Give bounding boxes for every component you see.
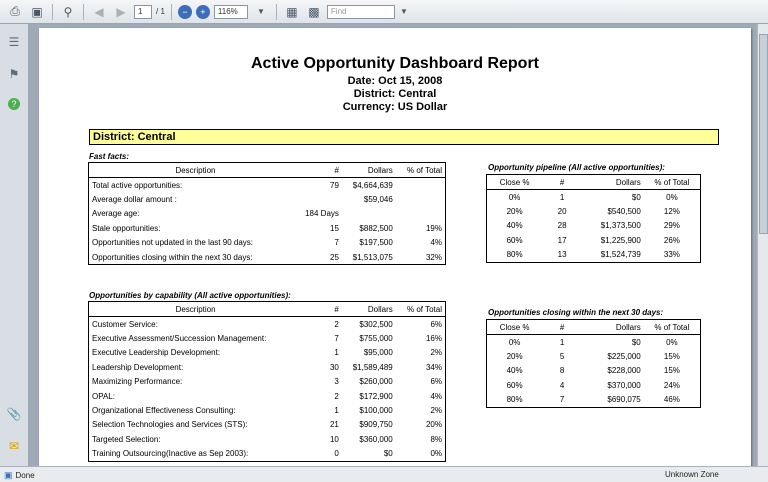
table-cell: 20 [557, 207, 567, 217]
table-cell: 4% [430, 391, 442, 401]
table-cell: 8 [559, 366, 565, 376]
table-cell: Opportunities closing within the next 30 days: [92, 252, 253, 262]
table-cell: $0 [631, 192, 641, 202]
page-number-input[interactable]: 1 [134, 5, 152, 19]
table-cell: 184 Days [305, 209, 339, 219]
table-cell [342, 207, 396, 221]
table-cell: $882,500 [359, 223, 393, 233]
document-area[interactable] [29, 24, 757, 466]
table-cell: 7 [334, 334, 339, 344]
table-cell: 60% [506, 380, 523, 390]
table-cell: 3 [334, 377, 339, 387]
table-cell: 15 [330, 223, 339, 233]
table-cell: Executive Leadership Development: [92, 348, 221, 358]
table-cell: $302,500 [359, 319, 393, 329]
table-row [487, 248, 701, 263]
table-row [487, 364, 701, 378]
column-header: Dollars [342, 302, 396, 317]
table-cell: 13 [557, 250, 567, 260]
column-header: # [302, 163, 342, 178]
table-cell: 1 [334, 348, 339, 358]
table-cell: Maximizing Performance: [92, 377, 183, 387]
fast-facts-title: Fast facts: [89, 152, 130, 161]
previous-page-icon[interactable]: ◀ [94, 4, 104, 19]
table-cell: 60% [506, 235, 523, 245]
table-cell: 6% [430, 377, 442, 387]
table-cell: 1 [334, 406, 339, 416]
save-icon[interactable]: ▣ [31, 4, 43, 19]
column-header: % of Total [644, 175, 701, 190]
toolbar-separator [83, 4, 84, 20]
table-cell: 0% [430, 449, 442, 459]
table-cell: $172,900 [359, 391, 393, 401]
table-cell: $0 [383, 449, 393, 459]
table-cell: $690,075 [607, 395, 641, 405]
report-title: Active Opportunity Dashboard Report [250, 55, 540, 72]
table-cell: 19% [425, 223, 442, 233]
table-cell [396, 207, 446, 221]
table-cell [302, 192, 342, 206]
table-row [89, 331, 446, 345]
fast-facts-table [88, 162, 446, 265]
table-cell: $0 [631, 337, 641, 347]
table-row [487, 378, 701, 392]
report-district: District: Central [353, 88, 437, 100]
column-header: Description [89, 163, 302, 178]
table-cell: Opportunities not updated in the last 90 days: [92, 238, 253, 248]
table-cell: 21 [329, 420, 339, 430]
table-cell: 25 [330, 252, 339, 262]
table-row [487, 219, 701, 233]
table-cell: 20% [506, 207, 523, 217]
table-header-row [487, 320, 701, 335]
table-cell: 1 [559, 192, 565, 202]
table-cell: 15% [663, 352, 680, 362]
column-header: Close % [487, 175, 543, 190]
table-header-row [89, 163, 446, 178]
table-cell: 80% [506, 250, 523, 260]
table-cell: 7 [559, 395, 565, 405]
table-cell: Average dollar amount : [92, 195, 177, 205]
chevron-down-icon[interactable]: ▼ [256, 7, 265, 16]
table-cell: 40% [506, 366, 523, 376]
capability-title: Opportunities by capability (All active opportunities): [89, 291, 291, 300]
table-row [487, 393, 701, 408]
table-cell: $228,000 [607, 366, 641, 376]
table-cell: 17 [557, 235, 567, 245]
pipeline-title: Opportunity pipeline (All active opportunities): [488, 163, 665, 172]
vertical-scrollbar[interactable] [757, 24, 768, 466]
table-cell: Stale opportunities: [92, 223, 161, 233]
column-header: Dollars [582, 175, 644, 190]
table-header-row [89, 302, 446, 317]
table-cell: 33% [663, 250, 680, 260]
table-cell: 20% [425, 420, 442, 430]
table-cell: $755,000 [359, 334, 393, 344]
toolbar-separator [52, 4, 53, 20]
table-cell: $1,513,075 [352, 252, 393, 262]
toolbar-separator [171, 4, 172, 20]
table-cell: $1,373,500 [600, 221, 641, 231]
table-row [487, 233, 701, 247]
toolbar [0, 0, 768, 24]
table-cell: Total active opportunities: [92, 180, 183, 190]
next-page-icon[interactable]: ▶ [116, 4, 126, 19]
table-cell: Average age: [92, 209, 140, 219]
pipeline-table [486, 174, 701, 263]
table-cell: 1 [559, 337, 565, 347]
table-row [89, 317, 446, 332]
table-cell: OPAL: [92, 391, 115, 401]
table-cell: $260,000 [359, 377, 393, 387]
table-cell: 0% [666, 192, 678, 202]
table-row [89, 250, 446, 265]
column-header: # [542, 320, 582, 335]
table-cell: $4,664,639 [352, 180, 393, 190]
page-done-icon: ▣ [4, 470, 13, 480]
column-header: Dollars [342, 163, 396, 178]
table-cell: 28 [557, 221, 567, 231]
table-cell: 4 [559, 380, 565, 390]
table-row [89, 236, 446, 250]
table-cell: 2% [430, 406, 442, 416]
pages-icon[interactable]: ☰ [8, 35, 20, 49]
table-cell: $95,000 [363, 348, 393, 358]
table-cell: 34% [425, 362, 442, 372]
table-cell: Organizational Effectiveness Consulting: [92, 406, 236, 416]
closing-title: Opportunities closing within the next 30 days: [488, 308, 664, 317]
table-cell: 0% [508, 192, 521, 202]
table-cell: 46% [663, 395, 680, 405]
table-cell: 0% [508, 337, 521, 347]
column-header: % of Total [396, 163, 446, 178]
table-row [487, 335, 701, 350]
zoom-in-icon[interactable]: + [196, 5, 210, 19]
table-cell: 26% [663, 235, 680, 245]
column-header: Dollars [582, 320, 644, 335]
table-cell: 8% [430, 434, 442, 444]
table-cell: 10 [329, 434, 339, 444]
table-cell: $1,589,489 [352, 362, 393, 372]
attachment-icon[interactable]: 📎 [6, 407, 22, 421]
column-header: # [542, 175, 582, 190]
table-row [89, 432, 446, 446]
column-header: % of Total [644, 320, 701, 335]
column-header: Description [89, 302, 303, 317]
table-row [487, 204, 701, 218]
column-header: # [302, 302, 342, 317]
table-cell: 29% [663, 221, 680, 231]
table-cell: Customer Service: [92, 319, 158, 329]
table-cell: 0% [666, 337, 678, 347]
table-row [487, 349, 701, 363]
table-cell: $197,500 [359, 238, 393, 248]
table-cell: 7 [334, 238, 339, 248]
table-cell: Targeted Selection: [92, 434, 161, 444]
fit-width-icon[interactable]: ▩ [308, 4, 320, 19]
report-page [39, 28, 751, 466]
scrollbar-thumb[interactable] [759, 34, 768, 234]
find-dropdown-icon[interactable]: ▼ [399, 7, 408, 16]
table-row [89, 346, 446, 360]
table-row [89, 418, 446, 432]
table-cell: $909,750 [359, 420, 393, 430]
table-cell: Executive Assessment/Succession Management: [92, 334, 267, 344]
table-cell: 2% [430, 348, 442, 358]
column-header: % of Total [396, 302, 446, 317]
table-cell: $100,000 [359, 406, 393, 416]
table-row [89, 178, 446, 193]
table-row [89, 403, 446, 417]
table-row [89, 360, 446, 374]
table-cell: 80% [506, 395, 523, 405]
district-header-bar: District: Central [89, 129, 719, 145]
zoom-select[interactable]: 116% [214, 5, 248, 19]
table-row [89, 207, 446, 221]
table-cell: 16% [425, 334, 442, 344]
table-row [89, 389, 446, 403]
table-cell: Selection Technologies and Services (STS): [92, 420, 248, 430]
table-cell: 15% [663, 366, 680, 376]
table-cell: 0 [334, 449, 339, 459]
table-cell: 40% [506, 221, 523, 231]
table-cell: $370,000 [607, 380, 641, 390]
table-cell: 5 [559, 352, 565, 362]
table-cell: 30 [329, 362, 339, 372]
table-cell: Leadership Development: [92, 362, 184, 372]
table-row [487, 190, 701, 205]
report-currency: Currency: US Dollar [342, 101, 448, 113]
table-row [89, 375, 446, 389]
table-cell: $1,225,900 [600, 235, 641, 245]
table-cell: $225,000 [607, 352, 641, 362]
fit-page-icon[interactable]: ▦ [286, 4, 298, 19]
table-cell: 2 [334, 319, 339, 329]
table-cell: $360,000 [359, 434, 393, 444]
table-row [89, 447, 446, 462]
table-row [89, 221, 446, 235]
security-zone: Unknown Zone [665, 470, 719, 479]
table-cell [396, 192, 446, 206]
report-date: Date: Oct 15, 2008 [347, 75, 443, 87]
toolbar-separator [276, 4, 277, 20]
navigation-sidebar [0, 24, 29, 466]
help-icon[interactable]: ? [8, 98, 20, 110]
search-doc-icon[interactable]: ⚲ [63, 4, 73, 19]
zoom-out-icon[interactable]: − [178, 5, 192, 19]
table-cell: $1,524,739 [600, 250, 641, 260]
bookmarks-icon[interactable]: ⚑ [8, 67, 20, 81]
table-cell: 6% [430, 319, 442, 329]
capability-table [88, 301, 446, 462]
table-row [89, 192, 446, 206]
closing-table [486, 319, 701, 408]
table-cell: 24% [663, 380, 680, 390]
comments-icon[interactable]: ✉ [8, 439, 20, 453]
table-cell: 20% [506, 352, 523, 362]
table-cell: 32% [425, 252, 442, 262]
print-icon[interactable]: ⎙ [10, 4, 20, 18]
page-total: / 1 [156, 7, 165, 16]
table-header-row [487, 175, 701, 190]
table-cell: $540,500 [607, 207, 641, 217]
status-text: Done [15, 471, 35, 480]
column-header: Close % [487, 320, 543, 335]
table-cell: Training Outsourcing(Inactive as Sep 2003): [92, 449, 249, 459]
table-cell: 2 [334, 391, 339, 401]
table-cell: 79 [330, 180, 339, 190]
table-cell: $59,046 [363, 195, 393, 205]
table-cell: 12% [663, 207, 680, 217]
find-input[interactable]: Find [327, 5, 395, 19]
table-cell: 4% [430, 238, 442, 248]
table-cell [396, 178, 446, 193]
status-bar [0, 466, 768, 482]
